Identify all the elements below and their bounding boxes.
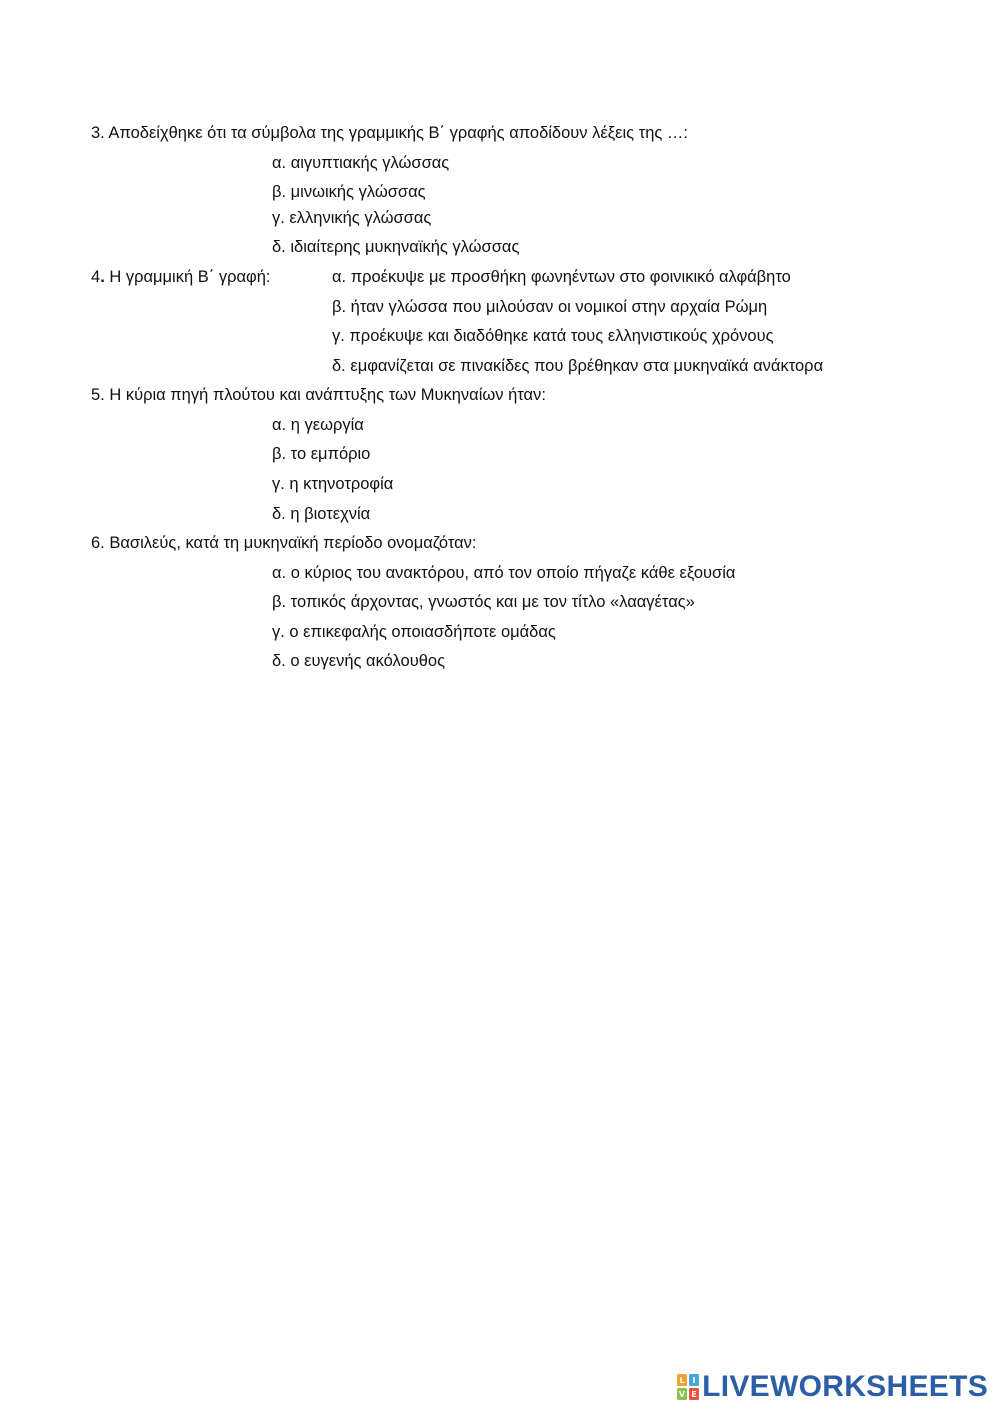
q3-option-c: γ. ελληνικής γλώσσας [272,209,432,227]
q3-option-b: β. μινωικής γλώσσας [272,183,426,201]
liveworksheets-logo-icon [676,1373,700,1401]
q6-option-a: α. ο κύριος του ανακτόρου, από τον οποίο πήγαζε κάθε εξουσία [272,564,736,582]
q5-option-d: δ. η βιοτεχνία [272,505,371,523]
question-6: 6. Βασιλεύς, κατά τη μυκηναϊκή περίοδο ονομαζόταν: [91,534,477,552]
question-5: 5. Η κύρια πηγή πλούτου και ανάπτυξης των Μυκηναίων ήταν: [91,386,546,404]
q6-option-b: β. τοπικός άρχοντας, γνωστός και με τον τίτλο «λααγέτας» [272,593,695,611]
q5-option-c: γ. η κτηνοτροφία [272,475,394,493]
q5-option-b: β. το εμπόριο [272,445,371,463]
q6-option-c: γ. ο επικεφαλής οποιασδήποτε ομάδας [272,623,556,641]
svg-text:E: E [691,1390,697,1399]
question-3: 3. Αποδείχθηκε ότι τα σύμβολα της γραμμικής Β΄ γραφής αποδίδουν λέξεις της …: [91,124,689,142]
q4-option-a: α. προέκυψε με προσθήκη φωνηέντων στο φοινικικό αλφάβητο [332,268,791,286]
q5-option-a: α. η γεωργία [272,416,364,434]
q3-option-d: δ. ιδιαίτερης μυκηναϊκής γλώσσας [272,238,520,256]
q4-option-c: γ. προέκυψε και διαδόθηκε κατά τους ελληνιστικούς χρόνους [332,327,774,345]
liveworksheets-logo [676,1370,988,1404]
svg-text:V: V [679,1390,686,1399]
question-4-number: 4 [91,268,101,286]
q6-option-d: δ. ο ευγενής ακόλουθος [272,652,446,670]
question-4 [91,267,270,287]
question-4-stem: Η γραμμική Β΄ γραφή: [104,268,271,286]
q4-option-b: β. ήταν γλώσσα που μιλούσαν οι νομικοί στην αρχαία Ρώμη [332,298,768,316]
liveworksheets-logo-text: LIVEWORKSHEETS [702,1370,988,1403]
q4-option-d: δ. εμφανίζεται σε πινακίδες που βρέθηκαν στα μυκηναϊκά ανάκτορα [332,357,824,375]
svg-text:I: I [692,1376,696,1385]
question-4-dot: . [100,268,105,286]
svg-text:L: L [679,1376,685,1385]
q3-option-a: α. αιγυπτιακής γλώσσας [272,154,450,172]
